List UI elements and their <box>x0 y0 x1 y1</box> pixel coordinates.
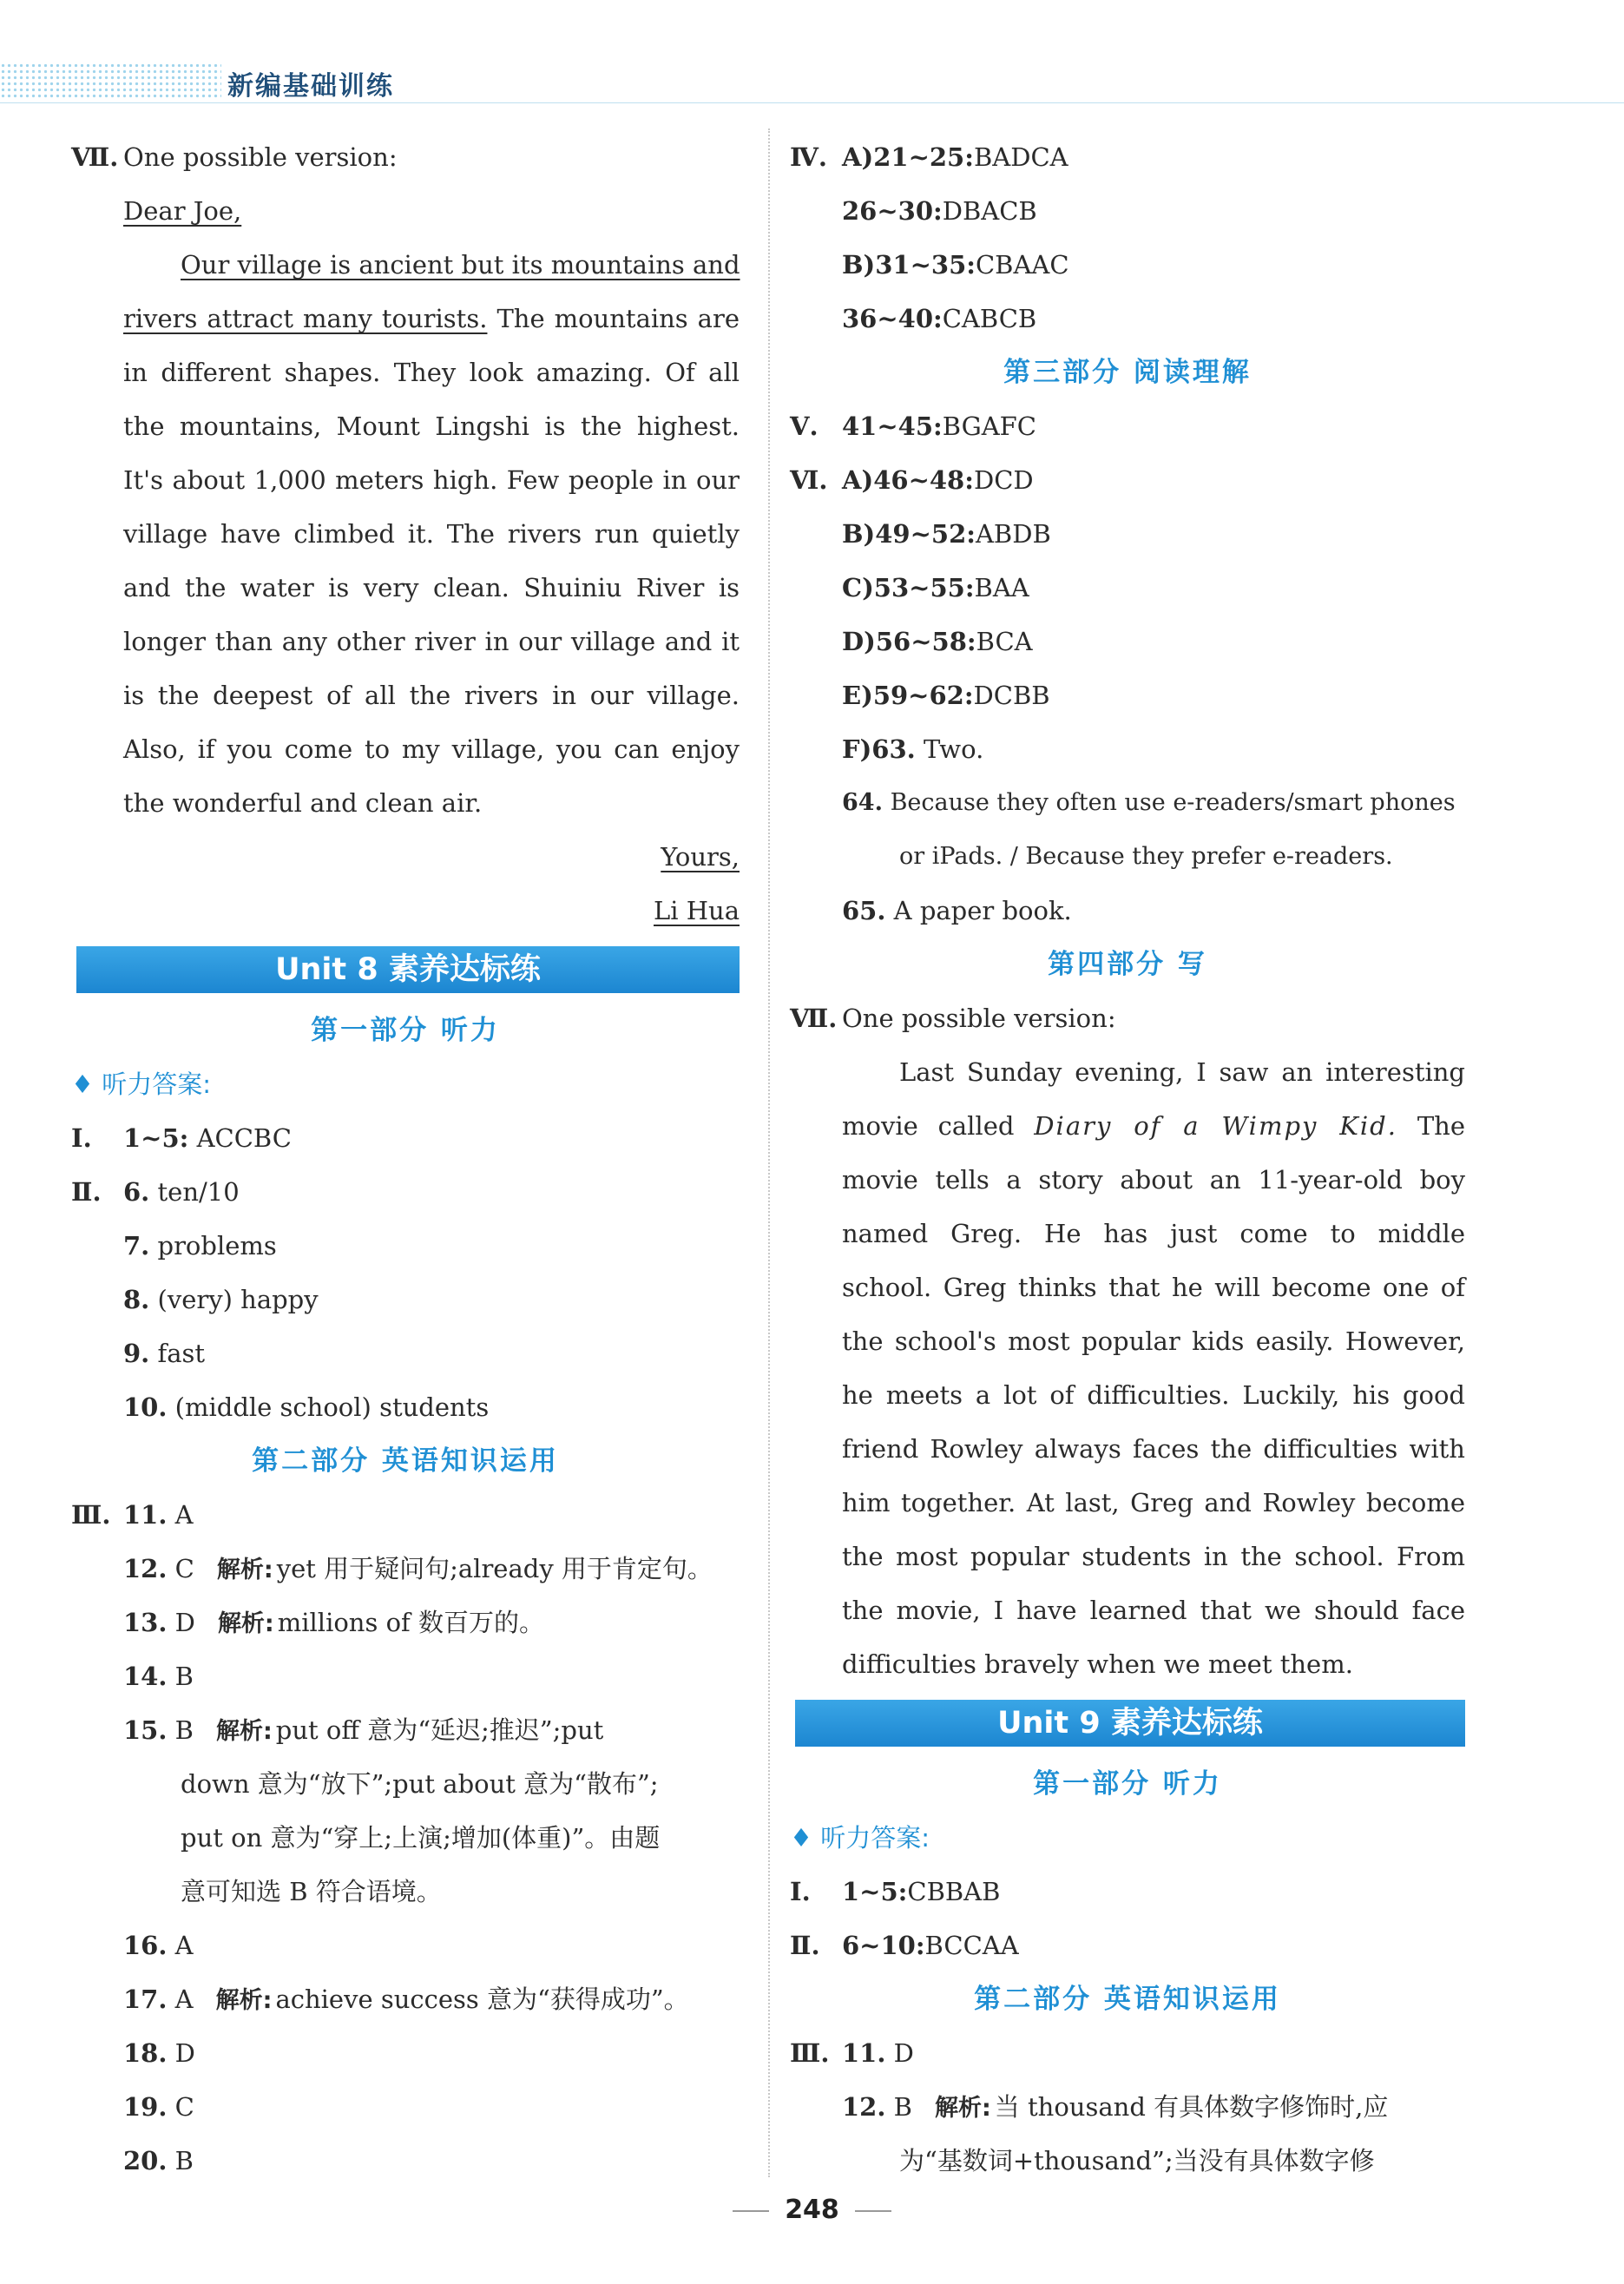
answer-row: D)56~58:BCA <box>842 627 1033 656</box>
answer-row: Ⅲ. 11. D <box>790 2038 914 2068</box>
letter-line: the wonderful and clean air. <box>123 788 483 818</box>
letter-closing: Yours, <box>661 842 740 872</box>
answer-row: 7. problems <box>123 1231 277 1260</box>
essay-line: him together. At last, Greg and Rowley become <box>842 1488 1465 1517</box>
answer-row: 15. B 解析: put off 意为“延迟;推迟”;put <box>123 1715 604 1745</box>
book-title: 新编基础训练 <box>227 71 394 102</box>
answer-row: Ⅱ. 6~10:BCCAA <box>790 1931 1019 1960</box>
answer-row: 12. C 解析: yet 用于疑问句;already 用于肯定句。 <box>123 1554 713 1583</box>
diamond-icon: ♦ <box>790 1823 821 1853</box>
answer-row: Ⅱ. 6. ten/10 <box>71 1177 240 1207</box>
answer-row: Ⅲ. 11. A <box>71 1500 194 1530</box>
letter-line: Also, if you come to my village, you can enjoy <box>123 734 740 764</box>
column-divider <box>768 128 770 2177</box>
answer-row: Ⅴ. 41~45:BGAFC <box>790 411 1036 441</box>
essay-line: the school's most popular kids easily. However, <box>842 1326 1465 1356</box>
part-1-heading: 第一部分 听力 <box>311 1015 500 1046</box>
letter-line: in different shapes. They look amazing. Of all <box>123 358 740 387</box>
answer-row: F)63. Two. <box>842 734 984 764</box>
answer-row: B)49~52:ABDB <box>842 519 1051 549</box>
answer-row: 20. B <box>123 2146 194 2175</box>
answer-row: 26~30:DBACB <box>842 196 1037 226</box>
essay-line: he meets a lot of difficulties. Luckily, his good <box>842 1380 1465 1410</box>
letter-line: Our village is ancient but its mountains and <box>181 250 740 280</box>
essay-line: Last Sunday evening, I saw an interesting <box>899 1057 1465 1087</box>
letter-line: It's about 1,000 meters high. Few people in our <box>123 465 740 495</box>
essay-line: school. Greg thinks that he will become one of <box>842 1273 1465 1302</box>
diamond-icon: ♦ <box>71 1070 102 1099</box>
answer-row: B)31~35:CBAAC <box>842 250 1069 280</box>
answer-row: 17. A 解析: achieve success 意为“获得成功”。 <box>123 1985 689 2014</box>
answer-row: 13. D 解析: millions of 数百万的。 <box>123 1608 544 1637</box>
header-rule <box>0 102 1624 103</box>
letter-signature: Li Hua <box>653 896 740 925</box>
explanation-line: or iPads. / Because they prefer e-readers. <box>899 843 1393 870</box>
letter-line: and the water is very clean. Shuiniu River is <box>123 573 740 602</box>
answer-row: 10. (middle school) students <box>123 1392 490 1422</box>
answer-row: 8. (very) happy <box>123 1285 319 1314</box>
part-3-heading: 第三部分 阅读理解 <box>1003 357 1252 388</box>
answer-row: 16. A <box>123 1931 194 1960</box>
letter-line: rivers attract many tourists. The mountains are <box>123 304 740 333</box>
letter-line: village have climbed it. The rivers run quietly <box>123 519 740 549</box>
answer-row: 9. fast <box>123 1339 206 1368</box>
essay-line: the movie, I have learned that we should face <box>842 1596 1465 1625</box>
unit-8-banner: Unit 8 素养达标练 <box>76 946 740 993</box>
page-number: 248 <box>0 2195 1624 2225</box>
answer-row: 12. B 解析: 当 thousand 有具体数字修饰时,应 <box>842 2092 1389 2122</box>
part-1-heading: 第一部分 听力 <box>1033 1768 1222 1800</box>
answer-row: 19. C <box>123 2092 194 2122</box>
answer-row: C)53~55:BAA <box>842 573 1029 602</box>
explanation-line: down 意为“放下”;put about 意为“散布”; <box>181 1769 659 1799</box>
header-dot-band <box>0 63 221 99</box>
part-4-heading: 第四部分 写 <box>1048 949 1207 980</box>
section-7-intro: Ⅶ. One possible version: <box>790 1004 1116 1033</box>
answer-row: 14. B <box>123 1662 194 1691</box>
section-7-intro: Ⅶ. One possible version: <box>71 142 398 172</box>
answer-row: Ⅵ. A)46~48:DCD <box>790 465 1034 495</box>
answer-row: E)59~62:DCBB <box>842 681 1050 710</box>
answer-row: Ⅰ. 1~5:CBBAB <box>790 1877 1001 1906</box>
essay-line: the most popular students in the school. From <box>842 1542 1465 1571</box>
answer-row: Ⅳ. A)21~25:BADCA <box>790 142 1068 172</box>
essay-line: movie called Diary of a Wimpy Kid. The <box>842 1111 1466 1141</box>
part-2-heading: 第二部分 英语知识运用 <box>252 1445 559 1477</box>
essay-line: named Greg. He has just come to middle <box>842 1219 1465 1248</box>
letter-line: is the deepest of all the rivers in our village. <box>123 681 740 710</box>
part-2-heading: 第二部分 英语知识运用 <box>974 1984 1281 2015</box>
unit-9-banner: Unit 9 素养达标练 <box>795 1700 1465 1747</box>
answer-row: 64. Because they often use e-readers/smart phones <box>842 789 1456 816</box>
letter-line: the mountains, Mount Lingshi is the highest. <box>123 411 740 441</box>
answer-row: Ⅰ. 1~5: ACCBC <box>71 1123 292 1153</box>
essay-line: friend Rowley always faces the difficulties with <box>842 1434 1465 1464</box>
listening-answers-label: ♦ 听力答案: <box>790 1823 930 1853</box>
answer-row: 36~40:CABCB <box>842 304 1037 333</box>
explanation-line: 为“基数词+thousand”;当没有具体数字修 <box>899 2146 1375 2175</box>
essay-line: difficulties bravely when we meet them. <box>842 1649 1353 1679</box>
listening-answers-label: ♦ 听力答案: <box>71 1070 211 1099</box>
letter-salutation: Dear Joe, <box>123 196 242 226</box>
explanation-line: 意可知选 B 符合语境。 <box>181 1877 442 1906</box>
explanation-line: put on 意为“穿上;上演;增加(体重)”。由题 <box>181 1823 661 1853</box>
letter-line: longer than any other river in our village and it <box>123 627 740 656</box>
right-column <box>790 130 1465 2188</box>
answer-row: 18. D <box>123 2038 195 2068</box>
essay-line: movie tells a story about an 11-year-old boy <box>842 1165 1465 1195</box>
answer-row: 65. A paper book. <box>842 896 1072 925</box>
left-column <box>71 130 740 2188</box>
